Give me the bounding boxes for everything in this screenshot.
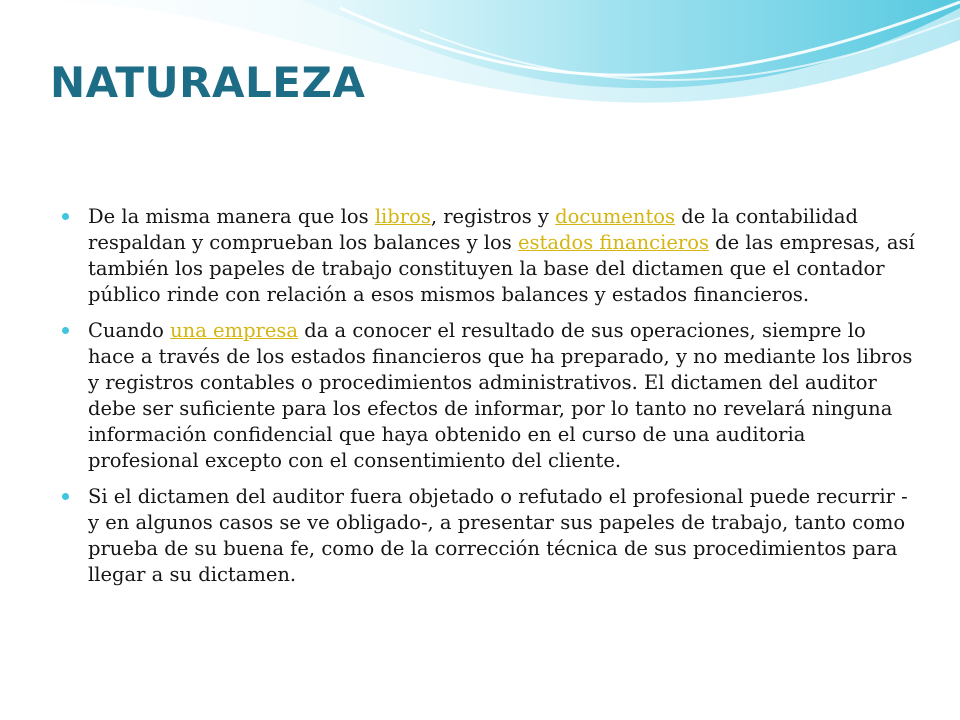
bullet-text: de la contabilidad respaldan y comprueban los balances y los	[88, 205, 858, 254]
hyperlink[interactable]: documentos	[555, 205, 676, 228]
bullet-dot-icon	[62, 213, 69, 220]
bullet-list	[62, 204, 917, 598]
bullet-text: da a conocer el resultado de sus operaciones, siempre lo hace a través de los estados financieros que ha preparado, y no mediante los libros y registros contables o procedimientos administrativos. El dictamen del auditor debe ser suficiente para los efectos de informar, por lo tanto no revelará ninguna información confidencial que haya obtenido en el curso de una auditoria profesional excepto con el consentimiento del cliente.	[88, 319, 913, 472]
bullet-text: de las empresas, así también los papeles de trabajo constituyen la base del dictamen que el contador público rinde con relación a esos mismos balances y estados financieros.	[88, 231, 915, 306]
bullet-item	[62, 204, 917, 308]
bullet-text: Si el dictamen del auditor fuera objetado o refutado el profesional puede recurrir -y en algunos casos se ve obligado-, a presentar sus papeles de trabajo, tanto como prueba de su buena fe, como de la corrección técnica de sus procedimientos para llegar a su dictamen.	[88, 485, 908, 586]
bullet-dot-icon	[62, 493, 69, 500]
hyperlink[interactable]: estados financieros	[518, 231, 709, 254]
hyperlink[interactable]: una empresa	[170, 319, 299, 342]
bullet-text: Cuando	[88, 319, 171, 342]
hyperlink[interactable]: libros	[374, 205, 431, 228]
bullet-item	[62, 484, 917, 588]
bullet-text: , registros y	[430, 205, 556, 228]
bullet-dot-icon	[62, 327, 69, 334]
slide-title: NATURALEZA	[50, 58, 366, 107]
bullet-text: De la misma manera que los	[88, 205, 375, 228]
bullet-item	[62, 318, 917, 474]
